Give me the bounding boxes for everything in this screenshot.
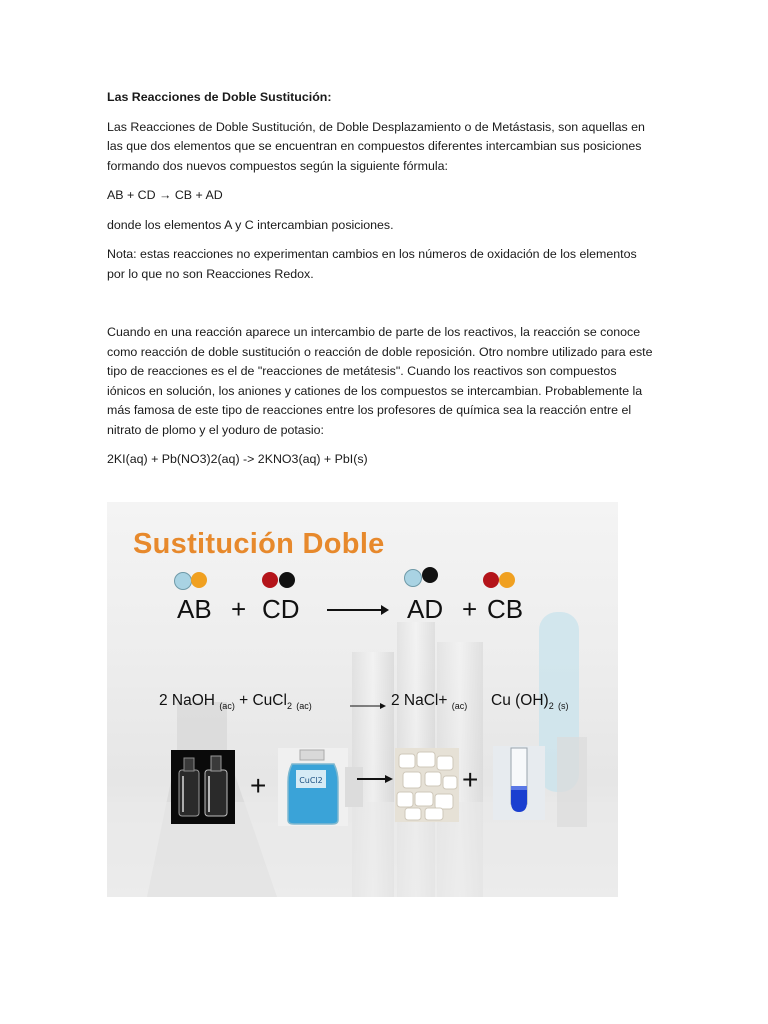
- atom-a-dot: [174, 572, 192, 590]
- paragraph-exchange: donde los elementos A y C intercambian posiciones.: [107, 217, 394, 232]
- reaction-arrow-icon: [327, 602, 389, 618]
- paragraph-definition: Las Reacciones de Doble Sustitución, de Doble Desplazamiento o de Metástasis, son aquellas en las que dos elementos que se encuentran en compuestos diferentes intercambian sus posiciones formando dos nuevos compuestos según la siguiente fórmula:: [107, 119, 645, 173]
- atom-a-dot-product: [404, 569, 422, 587]
- cuoh2-formula: Cu (OH): [491, 692, 549, 709]
- paragraph-note: Nota: estas reacciones no experimentan cambios en los números de oxidación de los elementos por lo que no son Reacciones Redox.: [107, 247, 637, 281]
- atom-b-dot-product: [499, 572, 515, 588]
- bottle-label: CuCl2: [299, 776, 323, 785]
- example-equation-product: [491, 692, 569, 711]
- small-reaction-arrow-icon: [350, 702, 386, 710]
- atom-b-dot: [191, 572, 207, 588]
- general-formula: AB + CD → CB + AD: [107, 188, 223, 202]
- cucl2-subscript: 2: [286, 701, 292, 712]
- photo-arrow-icon: [357, 774, 393, 784]
- nacl-formula: 2 NaCl: [391, 692, 439, 709]
- example-equation-right: [391, 692, 467, 711]
- figure-title: Sustitución Doble: [133, 528, 385, 560]
- cuoh2-subscript: 2: [548, 701, 554, 712]
- photo-plus-1: +: [250, 770, 267, 801]
- paragraph-explanation: Cuando en una reacción aparece un intercambio de parte de los reactivos, la reacción se conoce como reacción de doble sustitución o reacción de doble reposición. Otro nombre utilizado para este tipo de reacciones es el de "reacciones de metátesis". Cuando los reactivos son compuestos iónicos en solución, los aniones y cationes de los compuestos se intercambian. Probablemente la más famosa de este tipo de reacciones entre los profesores de química sea la reacción entre el nitrato de plomo y el yoduro de potasio:: [107, 325, 653, 437]
- cuoh2-test-tube-photo: [493, 746, 545, 820]
- example-reaction: 2KI(aq) + Pb(NO3)2(aq) -> 2KNO3(aq) + PbI(s): [107, 452, 368, 466]
- cucl2-bottle-photo: [278, 748, 348, 826]
- nacl-state: (ac): [451, 701, 468, 712]
- nacl-crystals-photo: [395, 748, 459, 822]
- cucl2-state: (ac): [296, 701, 312, 712]
- eq-ad: AD: [407, 594, 444, 624]
- reaction-figure: [107, 502, 618, 897]
- eq-ab: AB: [177, 594, 212, 624]
- photo-plus-2: +: [462, 764, 479, 795]
- naoh-bottles-photo: [171, 750, 235, 824]
- naoh-state: (ac): [219, 701, 235, 712]
- cuoh2-state: (s): [558, 701, 569, 712]
- nacl-plus: +: [438, 692, 448, 709]
- example-equation-left: [159, 692, 312, 711]
- eq-cb: CB: [487, 594, 524, 624]
- eq-plus-right: +: [462, 594, 478, 624]
- atom-d-dot-product: [422, 567, 438, 583]
- naoh-formula: 2 NaOH: [159, 692, 215, 709]
- paragraph-gap: [107, 294, 655, 323]
- document-body: [107, 88, 655, 480]
- document-title: Las Reacciones de Doble Sustitución:: [107, 90, 332, 104]
- eq-plus-left: +: [231, 594, 247, 624]
- atom-d-dot: [279, 572, 295, 588]
- cucl2-formula: + CuCl: [239, 692, 287, 709]
- eq-cd: CD: [262, 594, 300, 624]
- atom-c-dot: [262, 572, 278, 588]
- atom-c-dot-product: [483, 572, 499, 588]
- gray-box: [345, 767, 363, 807]
